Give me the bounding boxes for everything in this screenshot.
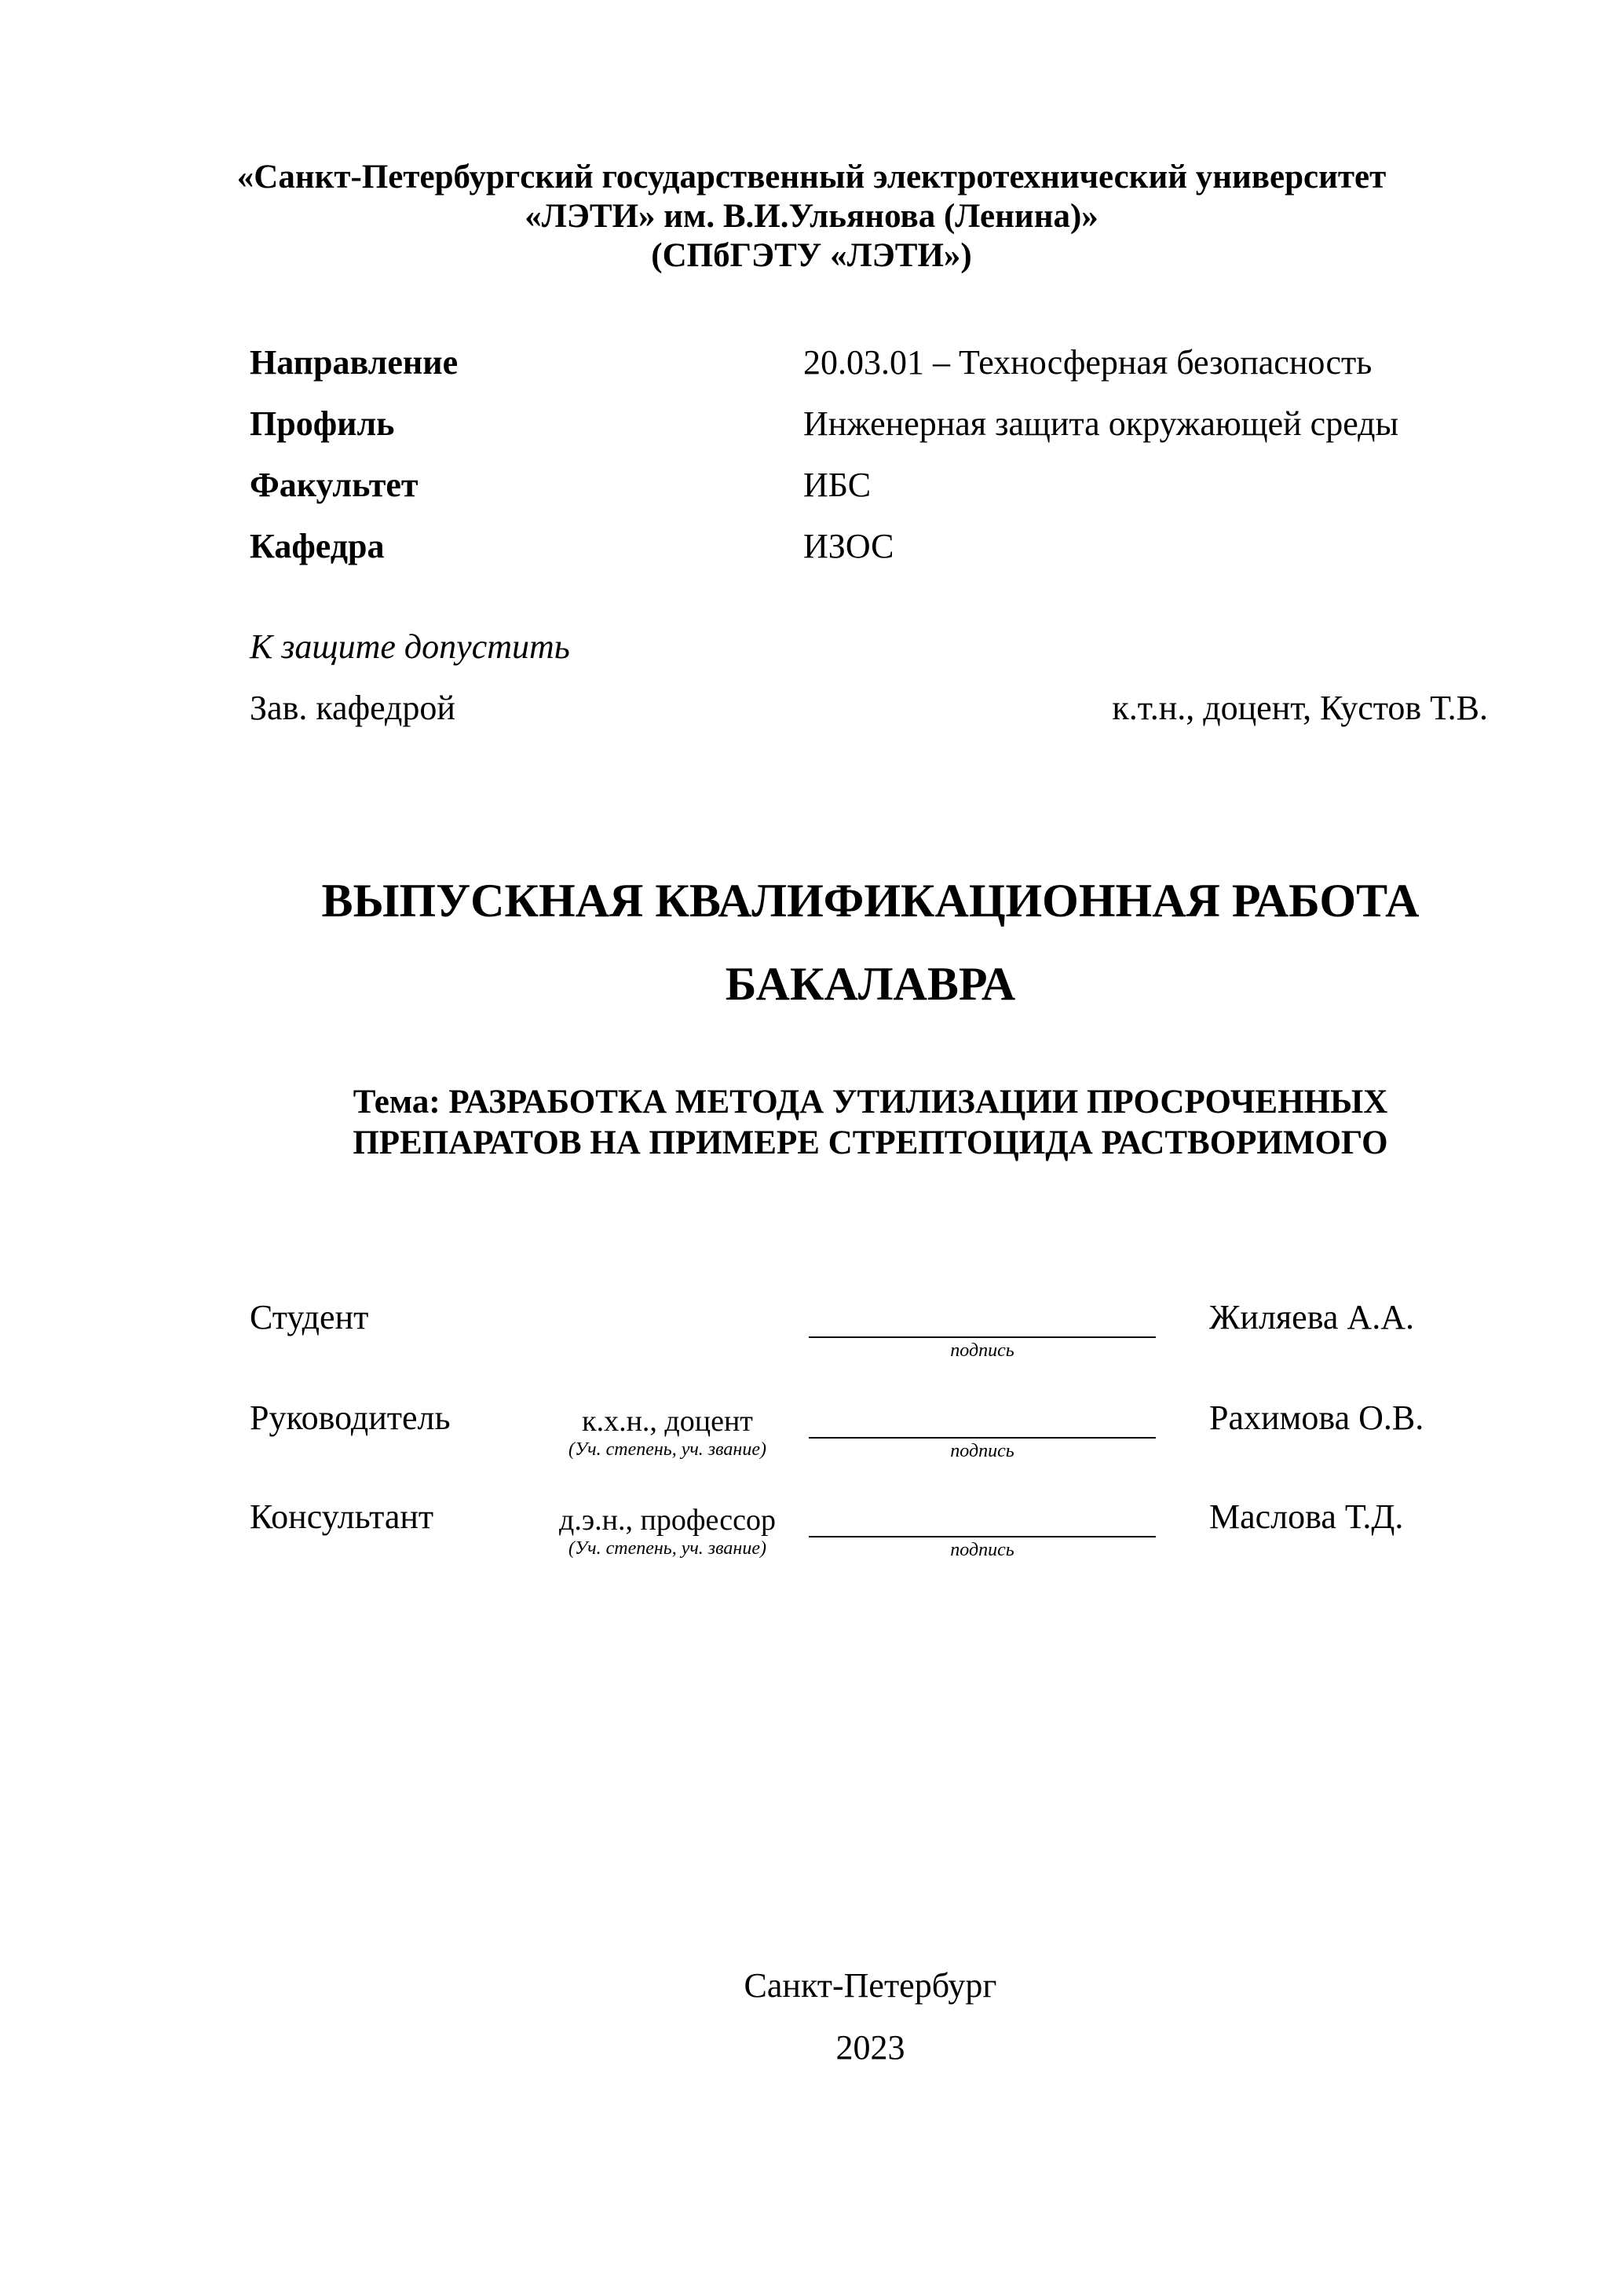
consultant-signature-caption: подпись	[950, 1540, 1014, 1560]
supervisor-role-label: Руководитель	[250, 1398, 451, 1437]
document-title-line-2: БАКАЛАВРА	[725, 958, 1016, 1010]
student-name: Жиляева А.А.	[1209, 1298, 1414, 1336]
university-name-line-2: «ЛЭТИ» им. В.И.Ульянова (Ленина)»	[525, 198, 1098, 235]
document-title-line-1: ВЫПУСКНАЯ КВАЛИФИКАЦИОННАЯ РАБОТА	[321, 875, 1420, 927]
supervisor-name: Рахимова О.В.	[1209, 1398, 1424, 1437]
consultant-name: Маслова Т.Д.	[1209, 1497, 1404, 1536]
topic-line-2: ПРЕПАРАТОВ НА ПРИМЕРЕ СТРЕПТОЦИДА РАСТВОРИМОГО	[353, 1124, 1388, 1161]
direction-label: Направление	[250, 343, 459, 382]
topic-line-1: Тема: РАЗРАБОТКА МЕТОДА УТИЛИЗАЦИИ ПРОСРОЧЕННЫХ	[353, 1084, 1388, 1121]
supervisor-degree: к.х.н., доцент	[582, 1405, 753, 1438]
profile-value: Инженерная защита окружающей среды	[803, 404, 1399, 443]
supervisor-signature-line	[809, 1437, 1156, 1439]
supervisor-degree-caption: (Уч. степень, уч. звание)	[568, 1439, 766, 1460]
department-value: ИЗОС	[803, 527, 894, 565]
consultant-signature-line	[809, 1536, 1156, 1537]
consultant-degree: д.э.н., профессор	[559, 1504, 776, 1537]
profile-label: Профиль	[250, 404, 395, 443]
university-abbreviation: (СПбГЭТУ «ЛЭТИ»)	[651, 237, 972, 274]
department-label: Кафедра	[250, 527, 385, 565]
admission-note: К защите допустить	[250, 627, 570, 666]
consultant-degree-caption: (Уч. степень, уч. звание)	[568, 1538, 766, 1559]
faculty-value: ИБС	[803, 466, 872, 504]
direction-value: 20.03.01 – Техносферная безопасность	[803, 343, 1373, 382]
supervisor-signature-caption: подпись	[950, 1441, 1014, 1461]
consultant-role-label: Консультант	[250, 1497, 434, 1536]
city: Санкт-Петербург	[744, 1966, 997, 2005]
university-name-line-1: «Санкт-Петербургский государственный электротехнический университет	[236, 159, 1387, 196]
student-signature-caption: подпись	[950, 1340, 1014, 1361]
head-of-department-name: к.т.н., доцент, Кустов Т.В.	[1112, 689, 1488, 727]
faculty-label: Факультет	[250, 466, 419, 504]
student-signature-line	[809, 1336, 1156, 1338]
student-role-label: Студент	[250, 1298, 369, 1336]
year: 2023	[835, 2028, 905, 2067]
head-of-department-label: Зав. кафедрой	[250, 689, 455, 727]
